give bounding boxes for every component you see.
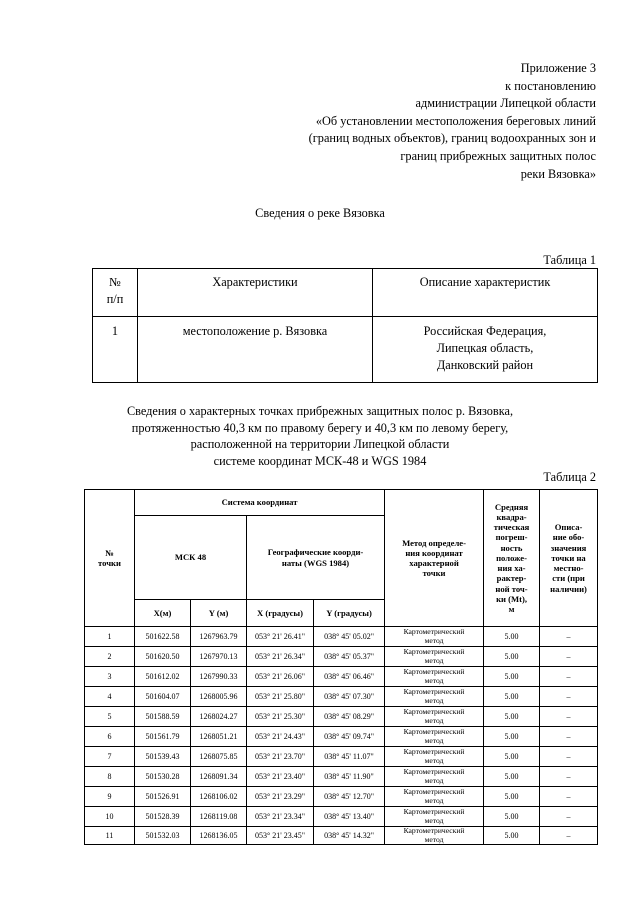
cell-description: – — [540, 827, 598, 845]
table2-label: Таблица 2 — [543, 470, 596, 484]
appendix-line: (границ водных объектов), границ водоохранных зон и — [308, 131, 596, 146]
cell-x-deg: 053° 21' 26.41" — [247, 627, 314, 647]
cell-y-m: 1268024.27 — [191, 707, 247, 727]
table2-header-point: № точки — [85, 490, 135, 627]
cell-y-m: 1268091.34 — [191, 767, 247, 787]
cell-x-m: 501526.91 — [135, 787, 191, 807]
table-row — [85, 727, 598, 747]
table-row — [85, 647, 598, 667]
table2-header-method: Метод определе- ния координат характерной точки — [385, 490, 484, 627]
cell-x-m: 501612.02 — [135, 667, 191, 687]
cell-rms: 5.00 — [484, 647, 540, 667]
table1-header-row — [93, 269, 598, 317]
cell-description: – — [540, 727, 598, 747]
cell-rms: 5.00 — [484, 627, 540, 647]
cell-point: 9 — [85, 787, 135, 807]
cell-x-m: 501620.50 — [135, 647, 191, 667]
cell-point: 2 — [85, 647, 135, 667]
cell-description: – — [540, 747, 598, 767]
table-row — [85, 767, 598, 787]
appendix-header — [176, 60, 596, 183]
table2-intro — [0, 403, 640, 469]
cell-point: 1 — [85, 627, 135, 647]
table-row — [85, 687, 598, 707]
cell-y-deg: 038° 45' 14.32" — [314, 827, 385, 845]
cell-x-m: 501561.79 — [135, 727, 191, 747]
cell-method: Картометрический метод — [385, 807, 484, 827]
table2-intro-line: протяженностью 40,3 км по правому берегу и 40,3 км по левому берегу, — [131, 420, 509, 435]
cell-y-m: 1268119.08 — [191, 807, 247, 827]
table-row — [85, 807, 598, 827]
cell-x-m: 501588.59 — [135, 707, 191, 727]
cell-rms: 5.00 — [484, 747, 540, 767]
cell-y-deg: 038° 45' 05.02" — [314, 627, 385, 647]
cell-rms: 5.00 — [484, 687, 540, 707]
table-row — [85, 787, 598, 807]
table1-label: Таблица 1 — [543, 253, 596, 267]
table1-header-num: № п/п — [93, 269, 138, 317]
cell-y-m: 1268051.21 — [191, 727, 247, 747]
cell-method: Картометрический метод — [385, 747, 484, 767]
table2-header-y-m: Y (м) — [191, 600, 247, 627]
table-row — [85, 627, 598, 647]
cell-rms: 5.00 — [484, 787, 540, 807]
cell-point: 10 — [85, 807, 135, 827]
cell-method: Картометрический метод — [385, 647, 484, 667]
table2-intro-line: расположенной на территории Липецкой области — [190, 437, 450, 451]
table-row — [85, 667, 598, 687]
cell-x-deg: 053° 21' 24.43" — [247, 727, 314, 747]
table2-header-x-deg: X (градусы) — [247, 600, 314, 627]
cell-method: Картометрический метод — [385, 767, 484, 787]
table1-header-characteristics: Характеристики — [138, 269, 373, 317]
table2-header-row — [85, 490, 598, 516]
cell-method: Картометрический метод — [385, 707, 484, 727]
cell-description: – — [540, 647, 598, 667]
cell-y-deg: 038° 45' 06.46" — [314, 667, 385, 687]
cell-rms: 5.00 — [484, 707, 540, 727]
appendix-line: реки Вязовка» — [520, 166, 596, 181]
cell-x-deg: 053° 21' 23.45" — [247, 827, 314, 845]
table1-cell-num: 1 — [93, 317, 138, 383]
cell-x-m: 501530.28 — [135, 767, 191, 787]
table2-header-coord-system: Система координат — [135, 490, 385, 516]
cell-point: 4 — [85, 687, 135, 707]
cell-description: – — [540, 807, 598, 827]
cell-y-deg: 038° 45' 11.90" — [314, 767, 385, 787]
cell-point: 7 — [85, 747, 135, 767]
cell-rms: 5.00 — [484, 667, 540, 687]
cell-point: 8 — [85, 767, 135, 787]
cell-y-m: 1267963.79 — [191, 627, 247, 647]
cell-x-m: 501528.39 — [135, 807, 191, 827]
cell-x-deg: 053° 21' 23.34" — [247, 807, 314, 827]
cell-method: Картометрический метод — [385, 687, 484, 707]
table2-header-rms: Средняя квадра- тическая погреш- ность положе- ния ха- рактер- ной точ- ки (Mt), м — [484, 490, 540, 627]
cell-y-m: 1267990.33 — [191, 667, 247, 687]
cell-x-deg: 053° 21' 23.40" — [247, 767, 314, 787]
cell-x-deg: 053° 21' 23.29" — [247, 787, 314, 807]
cell-description: – — [540, 687, 598, 707]
cell-y-deg: 038° 45' 05.37" — [314, 647, 385, 667]
cell-x-deg: 053° 21' 23.70" — [247, 747, 314, 767]
cell-rms: 5.00 — [484, 767, 540, 787]
table2-header-x-m: X(м) — [135, 600, 191, 627]
cell-description: – — [540, 667, 598, 687]
cell-x-deg: 053° 21' 26.06" — [247, 667, 314, 687]
cell-y-deg: 038° 45' 07.30" — [314, 687, 385, 707]
table2 — [84, 489, 598, 845]
cell-x-m: 501622.58 — [135, 627, 191, 647]
cell-y-m: 1268075.85 — [191, 747, 247, 767]
cell-y-m: 1268005.96 — [191, 687, 247, 707]
cell-y-deg: 038° 45' 11.07" — [314, 747, 385, 767]
appendix-line: администрации Липецкой области — [415, 96, 596, 111]
cell-x-deg: 053° 21' 25.80" — [247, 687, 314, 707]
table2-header-description: Описа- ние обо- значения точки на местно- сти (при наличии) — [540, 490, 598, 627]
appendix-line: к постановлению — [505, 78, 596, 93]
table1-cell-description: Российская Федерация, Липецкая область, Данковский район — [373, 317, 598, 383]
cell-x-m: 501532.03 — [135, 827, 191, 845]
table1 — [92, 268, 598, 383]
table-row — [85, 747, 598, 767]
document-title: Сведения о реке Вязовка — [255, 206, 385, 220]
cell-description: – — [540, 707, 598, 727]
table2-intro-line: Сведения о характерных точках прибрежных защитных полос р. Вязовка, — [126, 404, 514, 418]
cell-point: 3 — [85, 667, 135, 687]
cell-method: Картометрический метод — [385, 667, 484, 687]
appendix-line: Приложение 3 — [520, 61, 596, 75]
cell-y-deg: 038° 45' 09.74" — [314, 727, 385, 747]
cell-y-m: 1268136.05 — [191, 827, 247, 845]
cell-rms: 5.00 — [484, 807, 540, 827]
cell-x-m: 501539.43 — [135, 747, 191, 767]
cell-rms: 5.00 — [484, 727, 540, 747]
cell-x-deg: 053° 21' 25.30" — [247, 707, 314, 727]
cell-point: 6 — [85, 727, 135, 747]
appendix-line: «Об установлении местоположения береговых линий — [315, 113, 596, 128]
cell-method: Картометрический метод — [385, 727, 484, 747]
table2-header-geo: Географические коорди- наты (WGS 1984) — [247, 516, 385, 600]
table2-intro-line: системе координат МСК-48 и WGS 1984 — [213, 453, 427, 468]
cell-rms: 5.00 — [484, 827, 540, 845]
cell-method: Картометрический метод — [385, 787, 484, 807]
table-row — [85, 707, 598, 727]
cell-x-deg: 053° 21' 26.34" — [247, 647, 314, 667]
cell-y-m: 1268106.02 — [191, 787, 247, 807]
cell-description: – — [540, 787, 598, 807]
appendix-line: границ прибрежных защитных полос — [400, 148, 596, 163]
table2-header-msk: МСК 48 — [135, 516, 247, 600]
cell-method: Картометрический метод — [385, 827, 484, 845]
cell-y-deg: 038° 45' 12.70" — [314, 787, 385, 807]
table1-row — [93, 317, 598, 383]
cell-point: 5 — [85, 707, 135, 727]
cell-description: – — [540, 627, 598, 647]
cell-y-m: 1267970.13 — [191, 647, 247, 667]
table1-cell-characteristic: местоположение р. Вязовка — [138, 317, 373, 383]
cell-y-deg: 038° 45' 13.40" — [314, 807, 385, 827]
table1-header-description: Описание характеристик — [373, 269, 598, 317]
cell-x-m: 501604.07 — [135, 687, 191, 707]
cell-description: – — [540, 767, 598, 787]
table-row — [85, 827, 598, 845]
cell-point: 11 — [85, 827, 135, 845]
table2-header-y-deg: Y (градусы) — [314, 600, 385, 627]
cell-method: Картометрический метод — [385, 627, 484, 647]
cell-y-deg: 038° 45' 08.29" — [314, 707, 385, 727]
